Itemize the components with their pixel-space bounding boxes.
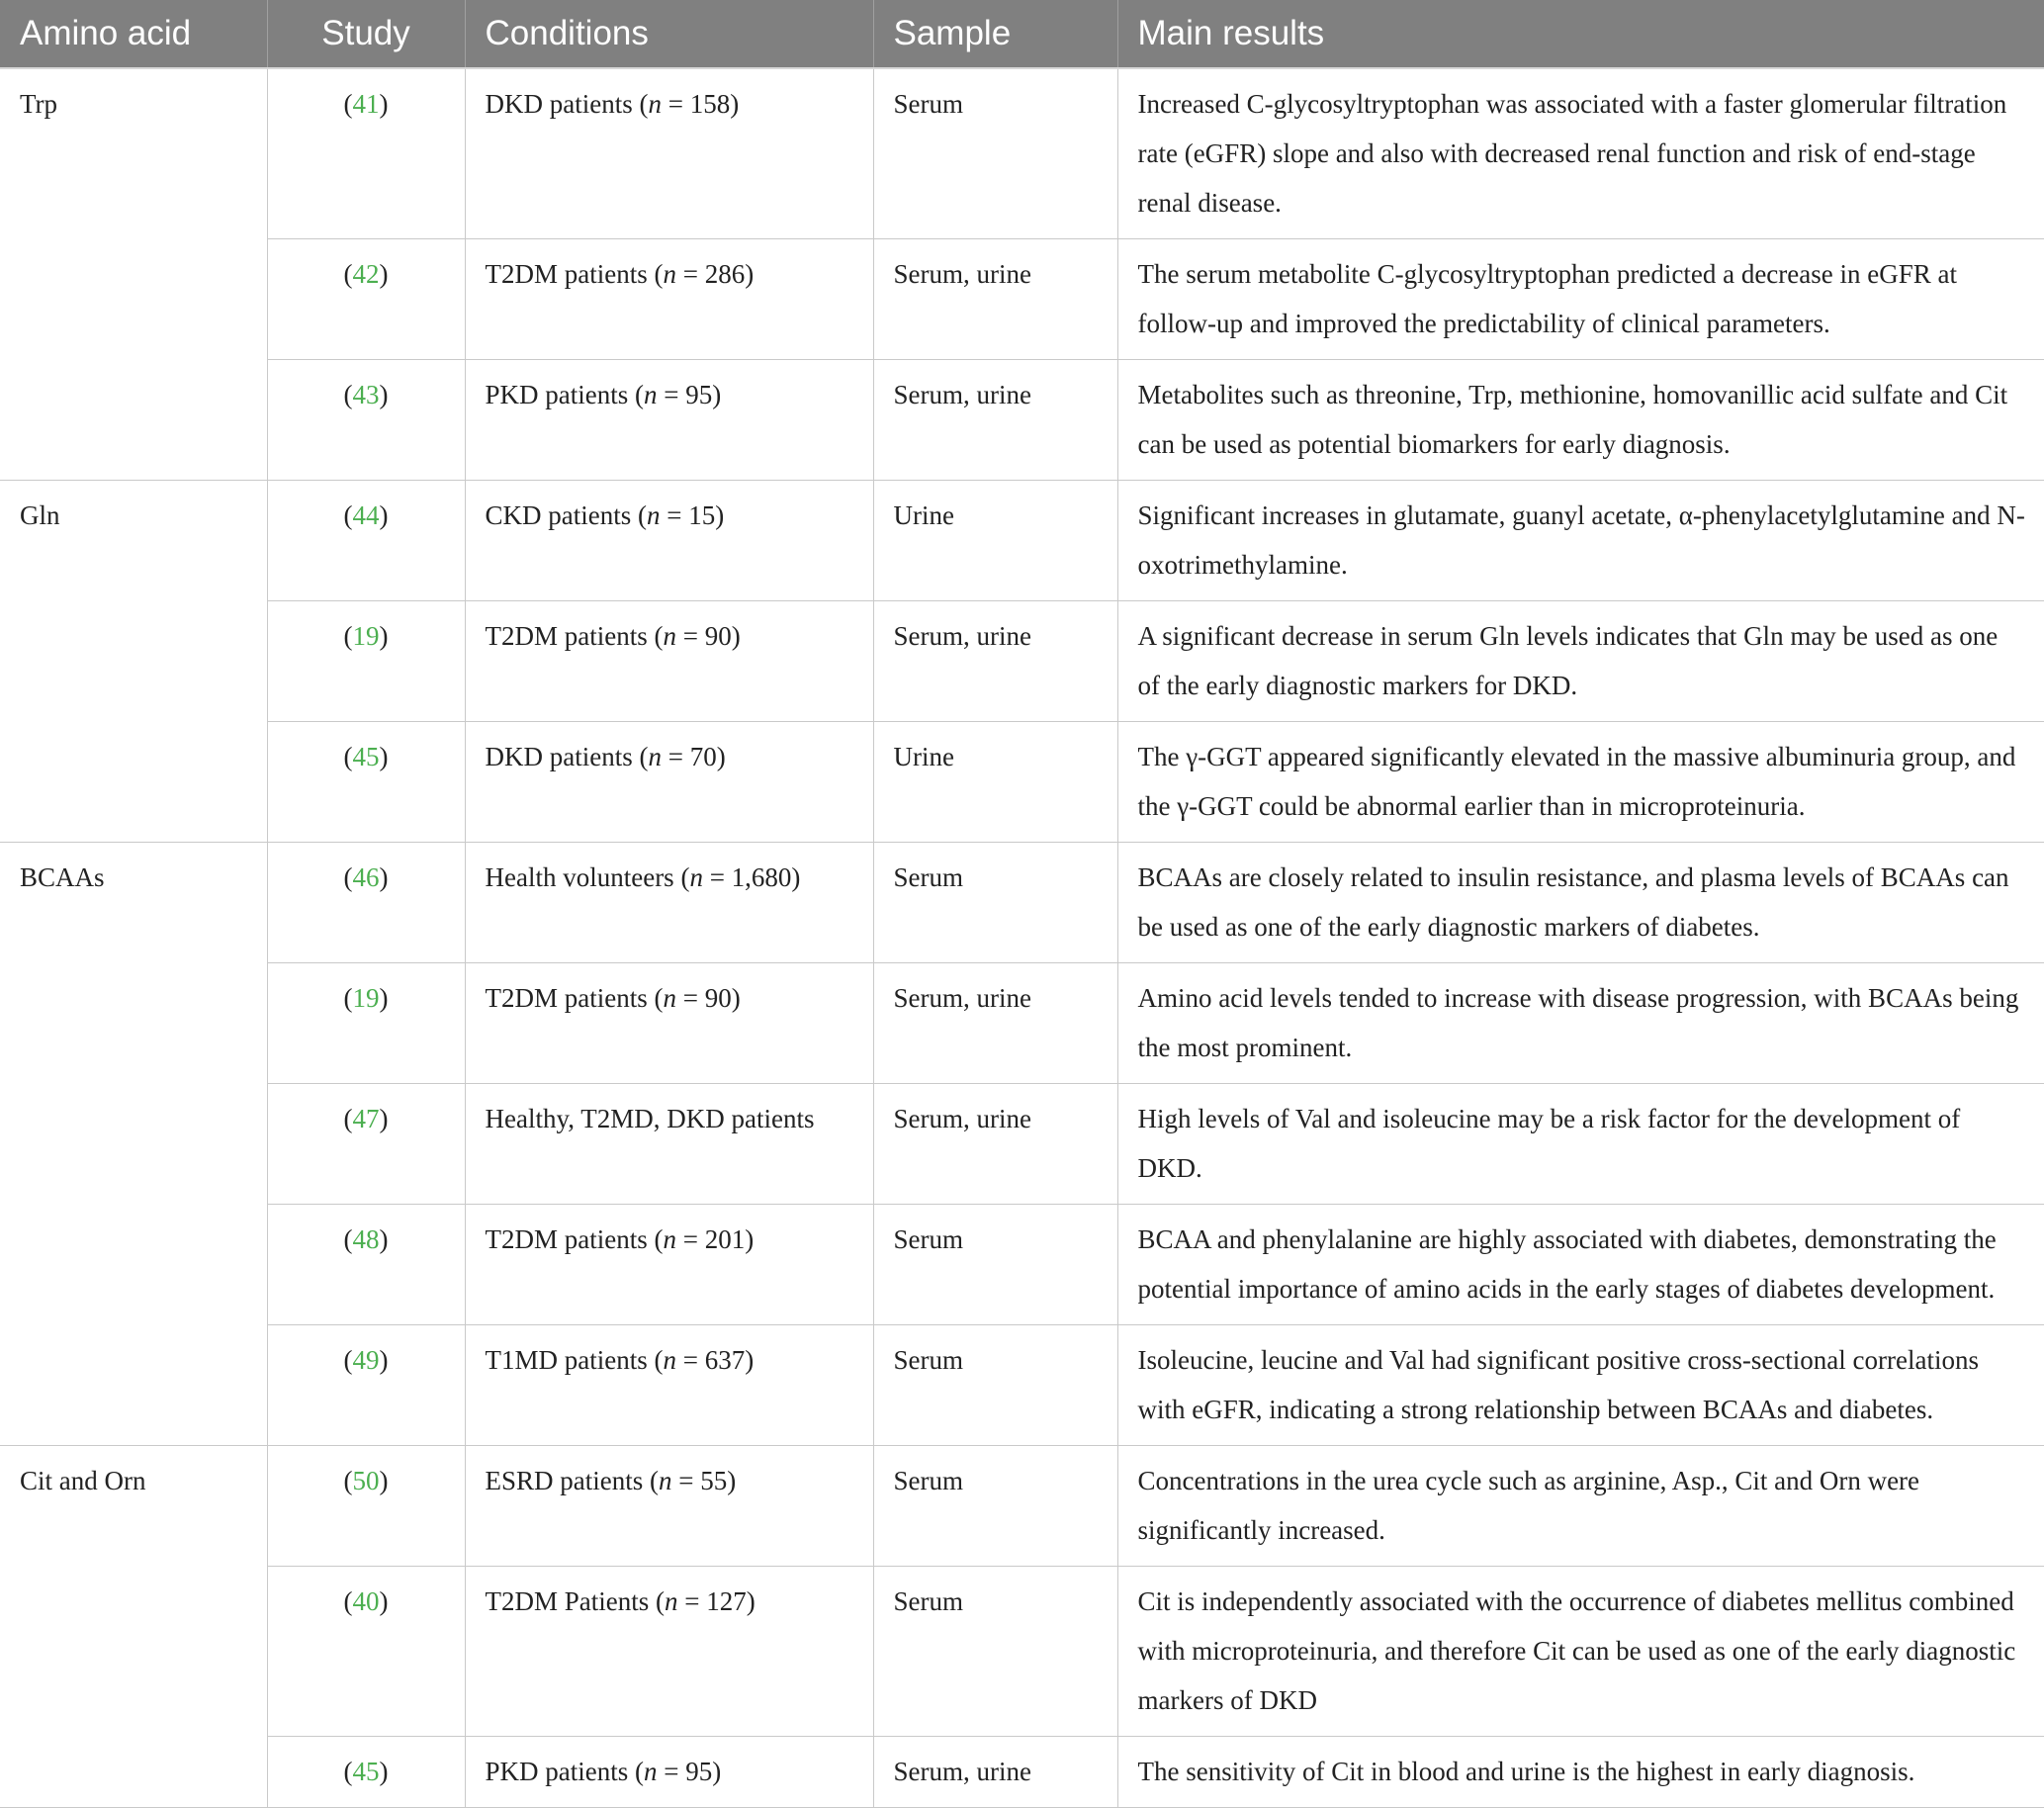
main-results-cell: Metabolites such as threonine, Trp, methionine, homovanillic acid sulfate and Cit can be used as potential biomarkers for early diagnosis.	[1117, 360, 2044, 481]
sample-size-value: = 55)	[671, 1466, 737, 1495]
sample-size-value: = 1,680)	[702, 862, 801, 892]
main-results-cell: High levels of Val and isoleucine may be a risk factor for the development of DKD.	[1117, 1084, 2044, 1205]
sample-cell: Serum	[873, 1446, 1117, 1567]
table-row	[0, 1567, 2044, 1737]
table-row	[0, 601, 2044, 722]
conditions-text: T2DM patients (	[485, 1224, 664, 1254]
main-results-cell: Cit is independently associated with the occurrence of diabetes mellitus combined with microproteinuria, and therefore Cit can be used as one of the early diagnostic markers of DKD	[1117, 1567, 2044, 1737]
sample-cell: Serum	[873, 1205, 1117, 1325]
table-row	[0, 722, 2044, 843]
main-results-cell: The γ-GGT appeared significantly elevated in the massive albuminuria group, and the γ-GGT could be abnormal earlier than in microproteinuria.	[1117, 722, 2044, 843]
table-row	[0, 1325, 2044, 1446]
study-cell: (19)	[267, 601, 465, 722]
study-cell: (48)	[267, 1205, 465, 1325]
sample-cell: Urine	[873, 481, 1117, 601]
main-results-cell: BCAAs are closely related to insulin resistance, and plasma levels of BCAAs can be used as one of the early diagnostic markers of diabetes.	[1117, 843, 2044, 963]
conditions-cell	[465, 360, 873, 481]
sample-cell: Serum, urine	[873, 601, 1117, 722]
study-reference-link[interactable]: 48	[352, 1224, 380, 1254]
header-study: Study	[267, 0, 465, 68]
sample-size-value: = 15)	[660, 500, 725, 530]
sample-size-value: = 127)	[677, 1586, 755, 1616]
study-reference-link[interactable]: 47	[352, 1104, 380, 1133]
conditions-text: DKD patients (	[485, 742, 649, 771]
table-row	[0, 1737, 2044, 1808]
study-cell: (19)	[267, 963, 465, 1084]
header-row	[0, 0, 2044, 68]
sample-size-symbol: n	[643, 1757, 658, 1786]
sample-cell: Serum, urine	[873, 1084, 1117, 1205]
header-amino-acid: Amino acid	[0, 0, 267, 68]
study-reference-link[interactable]: 50	[352, 1466, 380, 1495]
conditions-cell	[465, 481, 873, 601]
sample-size-value: = 201)	[675, 1224, 755, 1254]
sample-cell: Serum, urine	[873, 239, 1117, 360]
conditions-cell	[465, 722, 873, 843]
conditions-text: DKD patients (	[485, 89, 649, 119]
study-reference-link[interactable]: 19	[352, 621, 380, 651]
table-row	[0, 360, 2044, 481]
table-header	[0, 0, 2044, 68]
conditions-text: T2DM patients (	[485, 259, 664, 289]
header-sample: Sample	[873, 0, 1117, 68]
sample-size-symbol: n	[663, 259, 676, 289]
study-reference-link[interactable]: 49	[352, 1345, 380, 1375]
sample-size-value: = 90)	[675, 983, 741, 1013]
main-results-cell: The sensitivity of Cit in blood and urine is the highest in early diagnosis.	[1117, 1737, 2044, 1808]
sample-size-symbol: n	[663, 983, 676, 1013]
conditions-text: T2DM patients (	[485, 621, 664, 651]
conditions-text: CKD patients (	[485, 500, 647, 530]
amino-acid-cell: BCAAs	[0, 843, 267, 1446]
study-cell: (45)	[267, 722, 465, 843]
conditions-text: Health volunteers (	[485, 862, 690, 892]
sample-size-symbol: n	[646, 500, 661, 530]
study-cell: (44)	[267, 481, 465, 601]
conditions-text: Healthy, T2MD, DKD patients	[485, 1104, 815, 1133]
sample-cell: Serum, urine	[873, 1737, 1117, 1808]
sample-size-symbol: n	[648, 742, 662, 771]
table-row	[0, 1446, 2044, 1567]
sample-size-symbol: n	[663, 621, 676, 651]
study-reference-link[interactable]: 45	[352, 742, 380, 771]
conditions-cell	[465, 963, 873, 1084]
conditions-text: T1MD patients (	[485, 1345, 664, 1375]
sample-size-symbol: n	[663, 1224, 676, 1254]
main-results-cell: Amino acid levels tended to increase with disease progression, with BCAAs being the most prominent.	[1117, 963, 2044, 1084]
table-row	[0, 239, 2044, 360]
table-row	[0, 963, 2044, 1084]
study-reference-link[interactable]: 42	[352, 259, 380, 289]
main-results-cell: Isoleucine, leucine and Val had significant positive cross-sectional correlations with eGFR, indicating a strong relationship between BCAAs and diabetes.	[1117, 1325, 2044, 1446]
conditions-cell	[465, 1567, 873, 1737]
main-results-cell: A significant decrease in serum Gln levels indicates that Gln may be used as one of the early diagnostic markers for DKD.	[1117, 601, 2044, 722]
conditions-cell	[465, 1737, 873, 1808]
conditions-cell	[465, 1446, 873, 1567]
sample-size-symbol: n	[665, 1586, 678, 1616]
study-cell: (40)	[267, 1567, 465, 1737]
conditions-cell	[465, 601, 873, 722]
sample-size-symbol: n	[663, 1345, 676, 1375]
conditions-cell	[465, 843, 873, 963]
sample-cell: Serum, urine	[873, 963, 1117, 1084]
sample-cell: Serum	[873, 1325, 1117, 1446]
sample-size-value: = 286)	[675, 259, 755, 289]
study-reference-link[interactable]: 40	[352, 1586, 380, 1616]
study-cell: (49)	[267, 1325, 465, 1446]
study-reference-link[interactable]: 19	[352, 983, 380, 1013]
sample-cell: Urine	[873, 722, 1117, 843]
conditions-text: PKD patients (	[485, 380, 644, 409]
sample-size-symbol: n	[648, 89, 662, 119]
amino-acid-cell: Cit and Orn	[0, 1446, 267, 1808]
sample-cell: Serum	[873, 68, 1117, 239]
study-reference-link[interactable]: 46	[352, 862, 380, 892]
main-results-cell: Concentrations in the urea cycle such as arginine, Asp., Cit and Orn were significantly increased.	[1117, 1446, 2044, 1567]
study-cell: (43)	[267, 360, 465, 481]
study-reference-link[interactable]: 41	[352, 89, 380, 119]
sample-size-value: = 95)	[657, 1757, 722, 1786]
conditions-text: ESRD patients (	[485, 1466, 659, 1495]
header-main-results: Main results	[1117, 0, 2044, 68]
conditions-cell	[465, 1325, 873, 1446]
amino-acid-cell: Trp	[0, 68, 267, 481]
sample-size-value: = 90)	[675, 621, 741, 651]
table-row	[0, 1205, 2044, 1325]
conditions-cell	[465, 239, 873, 360]
table-row	[0, 843, 2044, 963]
study-cell: (47)	[267, 1084, 465, 1205]
amino-acid-cell: Gln	[0, 481, 267, 843]
table-row	[0, 1084, 2044, 1205]
table-body	[0, 68, 2044, 1808]
sample-size-value: = 95)	[657, 380, 722, 409]
study-cell: (50)	[267, 1446, 465, 1567]
main-results-cell: BCAA and phenylalanine are highly associated with diabetes, demonstrating the potential importance of amino acids in the early stages of diabetes development.	[1117, 1205, 2044, 1325]
study-cell: (41)	[267, 68, 465, 239]
sample-size-value: = 158)	[661, 89, 740, 119]
sample-size-symbol: n	[643, 380, 658, 409]
header-conditions: Conditions	[465, 0, 873, 68]
conditions-text: PKD patients (	[485, 1757, 644, 1786]
conditions-cell	[465, 68, 873, 239]
main-results-cell: Increased C-glycosyltryptophan was associated with a faster glomerular filtration rate (eGFR) slope and also with decreased renal function and risk of end-stage renal disease.	[1117, 68, 2044, 239]
study-reference-link[interactable]: 45	[352, 1757, 380, 1786]
conditions-cell	[465, 1205, 873, 1325]
sample-size-value: = 637)	[675, 1345, 755, 1375]
study-reference-link[interactable]: 43	[352, 380, 380, 409]
sample-size-symbol: n	[659, 1466, 672, 1495]
sample-size-symbol: n	[689, 862, 703, 892]
study-cell: (46)	[267, 843, 465, 963]
conditions-cell	[465, 1084, 873, 1205]
table-row	[0, 68, 2044, 239]
study-cell: (45)	[267, 1737, 465, 1808]
sample-cell: Serum	[873, 1567, 1117, 1737]
sample-cell: Serum	[873, 843, 1117, 963]
study-reference-link[interactable]: 44	[352, 500, 380, 530]
table-row	[0, 481, 2044, 601]
sample-size-value: = 70)	[661, 742, 726, 771]
conditions-text: T2DM Patients (	[485, 1586, 665, 1616]
study-cell: (42)	[267, 239, 465, 360]
conditions-text: T2DM patients (	[485, 983, 664, 1013]
sample-cell: Serum, urine	[873, 360, 1117, 481]
main-results-cell: Significant increases in glutamate, guanyl acetate, α-phenylacetylglutamine and N-oxotrimethylamine.	[1117, 481, 2044, 601]
main-results-cell: The serum metabolite C-glycosyltryptophan predicted a decrease in eGFR at follow-up and improved the predictability of clinical parameters.	[1117, 239, 2044, 360]
